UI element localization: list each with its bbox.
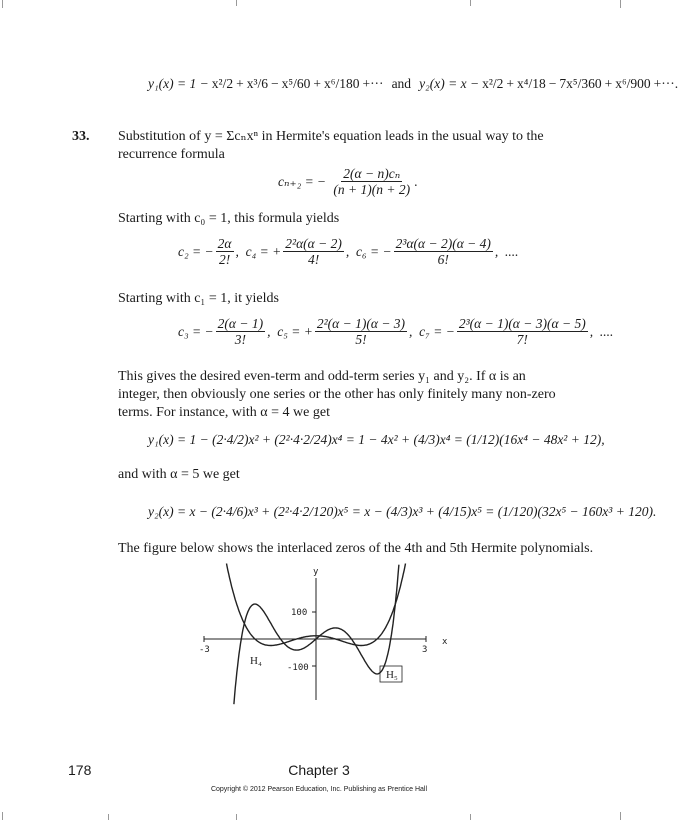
y-tick-label-neg: -100 [287,663,309,673]
scan-mark [236,0,237,6]
scan-mark [2,812,3,820]
h5-label: H₅ [386,669,398,681]
y2-ellipsis: +···. [653,76,678,91]
series-equations: y₁(x) = 1 − x²/2 + x³/6 − x⁵/60 + x⁶/180 +··· and y₂(x) = x − x²/2 + x⁴/18 − 7x⁵/360 + x⁶/900 +···. [148,76,678,91]
scan-mark [236,814,237,820]
y1-lhs: y₁(x) = 1 − [148,76,209,91]
x-tick-label-neg: -3 [199,645,210,655]
c7-denominator: 7! [516,332,528,347]
y2-result-equation: y₂(x) = x − (2·4/6)x³ + (2²·4·2/120)x⁵ = x − (4/3)x³ + (4/15)x⁵ = (1/120)(32x⁵ − 160x³ + 120). [148,504,657,519]
y2-term: x⁴/18 [517,76,546,91]
x-axis-label: x [442,637,448,647]
c4-numerator: 2²α(α − 2) [285,236,342,251]
c5-denominator: 5! [355,332,367,347]
series-explanation: This gives the desired even-term and odd-term series y₁ and y₂. If α is an integer, then obviously one series or the other has only finitely many non-zero terms. For instance, with α = 4 we get [118,369,556,420]
start-c1-text: Starting with c₁ = 1, it yields [118,291,279,306]
recurrence-lhs: cₙ₊₂ = [278,173,314,189]
c2-denominator: 2! [218,252,231,267]
hermite-graph [190,560,450,710]
copyright-notice: Copyright © 2012 Pearson Education, Inc. Publishing as Prentice Hall [210,786,428,793]
figure-caption: The figure below shows the interlaced zeros of the 4th and 5th Hermite polynomials. [118,541,594,556]
problem-number: 33. [72,129,90,144]
c2-numerator: 2α [217,236,232,251]
y2-term: 7x⁵/360 [559,76,602,91]
scan-mark [470,0,471,6]
y2-lhs: y₂(x) = x − [419,76,480,91]
y1-term: x⁶/180 [323,76,360,91]
y1-ellipsis: +··· [362,76,384,91]
recurrence-denominator: (n + 1)(n + 2) [333,182,411,197]
page-number: 178 [68,762,92,778]
c5-numerator: 2²(α − 1)(α − 3) [316,316,406,331]
and-word: and [391,76,412,91]
problem-intro: Substitution of y = Σcₙxⁿ in Hermite's equation leads in the usual way to the recurrence formula [118,129,544,162]
recurrence-numerator: 2(α − n)cₙ [343,166,401,181]
h4-label: H₄ [250,655,262,667]
odd-coefficients: c₃ = − $\frac{2(\alpha - 1)}{3!}$ , c₅ = + $\frac{\text{2²(α − 1)(α − 3)}}{5!}$ , c₇ = − $\frac{\text{2³(α − 1)(α − 3)(α − 5)}}{7!}$ , .... [178,316,614,347]
y2-term: x²/2 [482,76,504,91]
scan-mark [470,814,471,820]
c6-denominator: 6! [437,252,449,267]
c6-numerator: 2³α(α − 2)(α − 4) [395,236,491,251]
scan-mark [2,0,3,8]
y2-term: x⁶/900 [615,76,651,91]
y-tick-label-pos: 100 [291,608,308,618]
even-coefficients: c₂ = − $\frac{2\alpha}{2!}$ , c₄ = + $\frac{\text{2²α(α − 2)}}{4!}$ , c₆ = − $\frac{\text{2³α(α − 2)(α − 4)}}{6!}$ , .... [178,236,519,267]
scan-mark [620,0,621,8]
x-tick-label-pos: 3 [422,645,428,655]
y1-result-equation: y₁(x) = 1 − (2·4/2)x² + (2²·4·2/24)x⁴ = 1 − 4x² + (4/3)x⁴ = (1/12)(16x⁴ − 48x² + 12), [148,432,605,447]
c3-denominator: 3! [234,332,246,347]
c4-denominator: 4! [307,252,320,267]
chapter-title: Chapter 3 [288,762,350,778]
and-alpha5-text: and with α = 5 we get [118,467,240,482]
recurrence-fraction [331,166,412,197]
start-c0-text: Starting with c₀ = 1, this formula yields [118,211,340,226]
y1-term: x³/6 [246,76,269,91]
c7-numerator: 2³(α − 1)(α − 3)(α − 5) [458,316,586,331]
scan-mark [620,812,621,820]
c3-numerator: 2(α − 1) [217,316,264,331]
y-axis-label: y [313,567,319,577]
y1-term: x⁵/60 [281,76,311,91]
recurrence-formula: cₙ₊₂ = − $\frac{\text{2(α − n)cₙ}}{(n + 1)(n + 2)}$ . [278,166,418,197]
scan-mark [108,814,109,820]
y1-term: x²/2 [211,76,234,91]
